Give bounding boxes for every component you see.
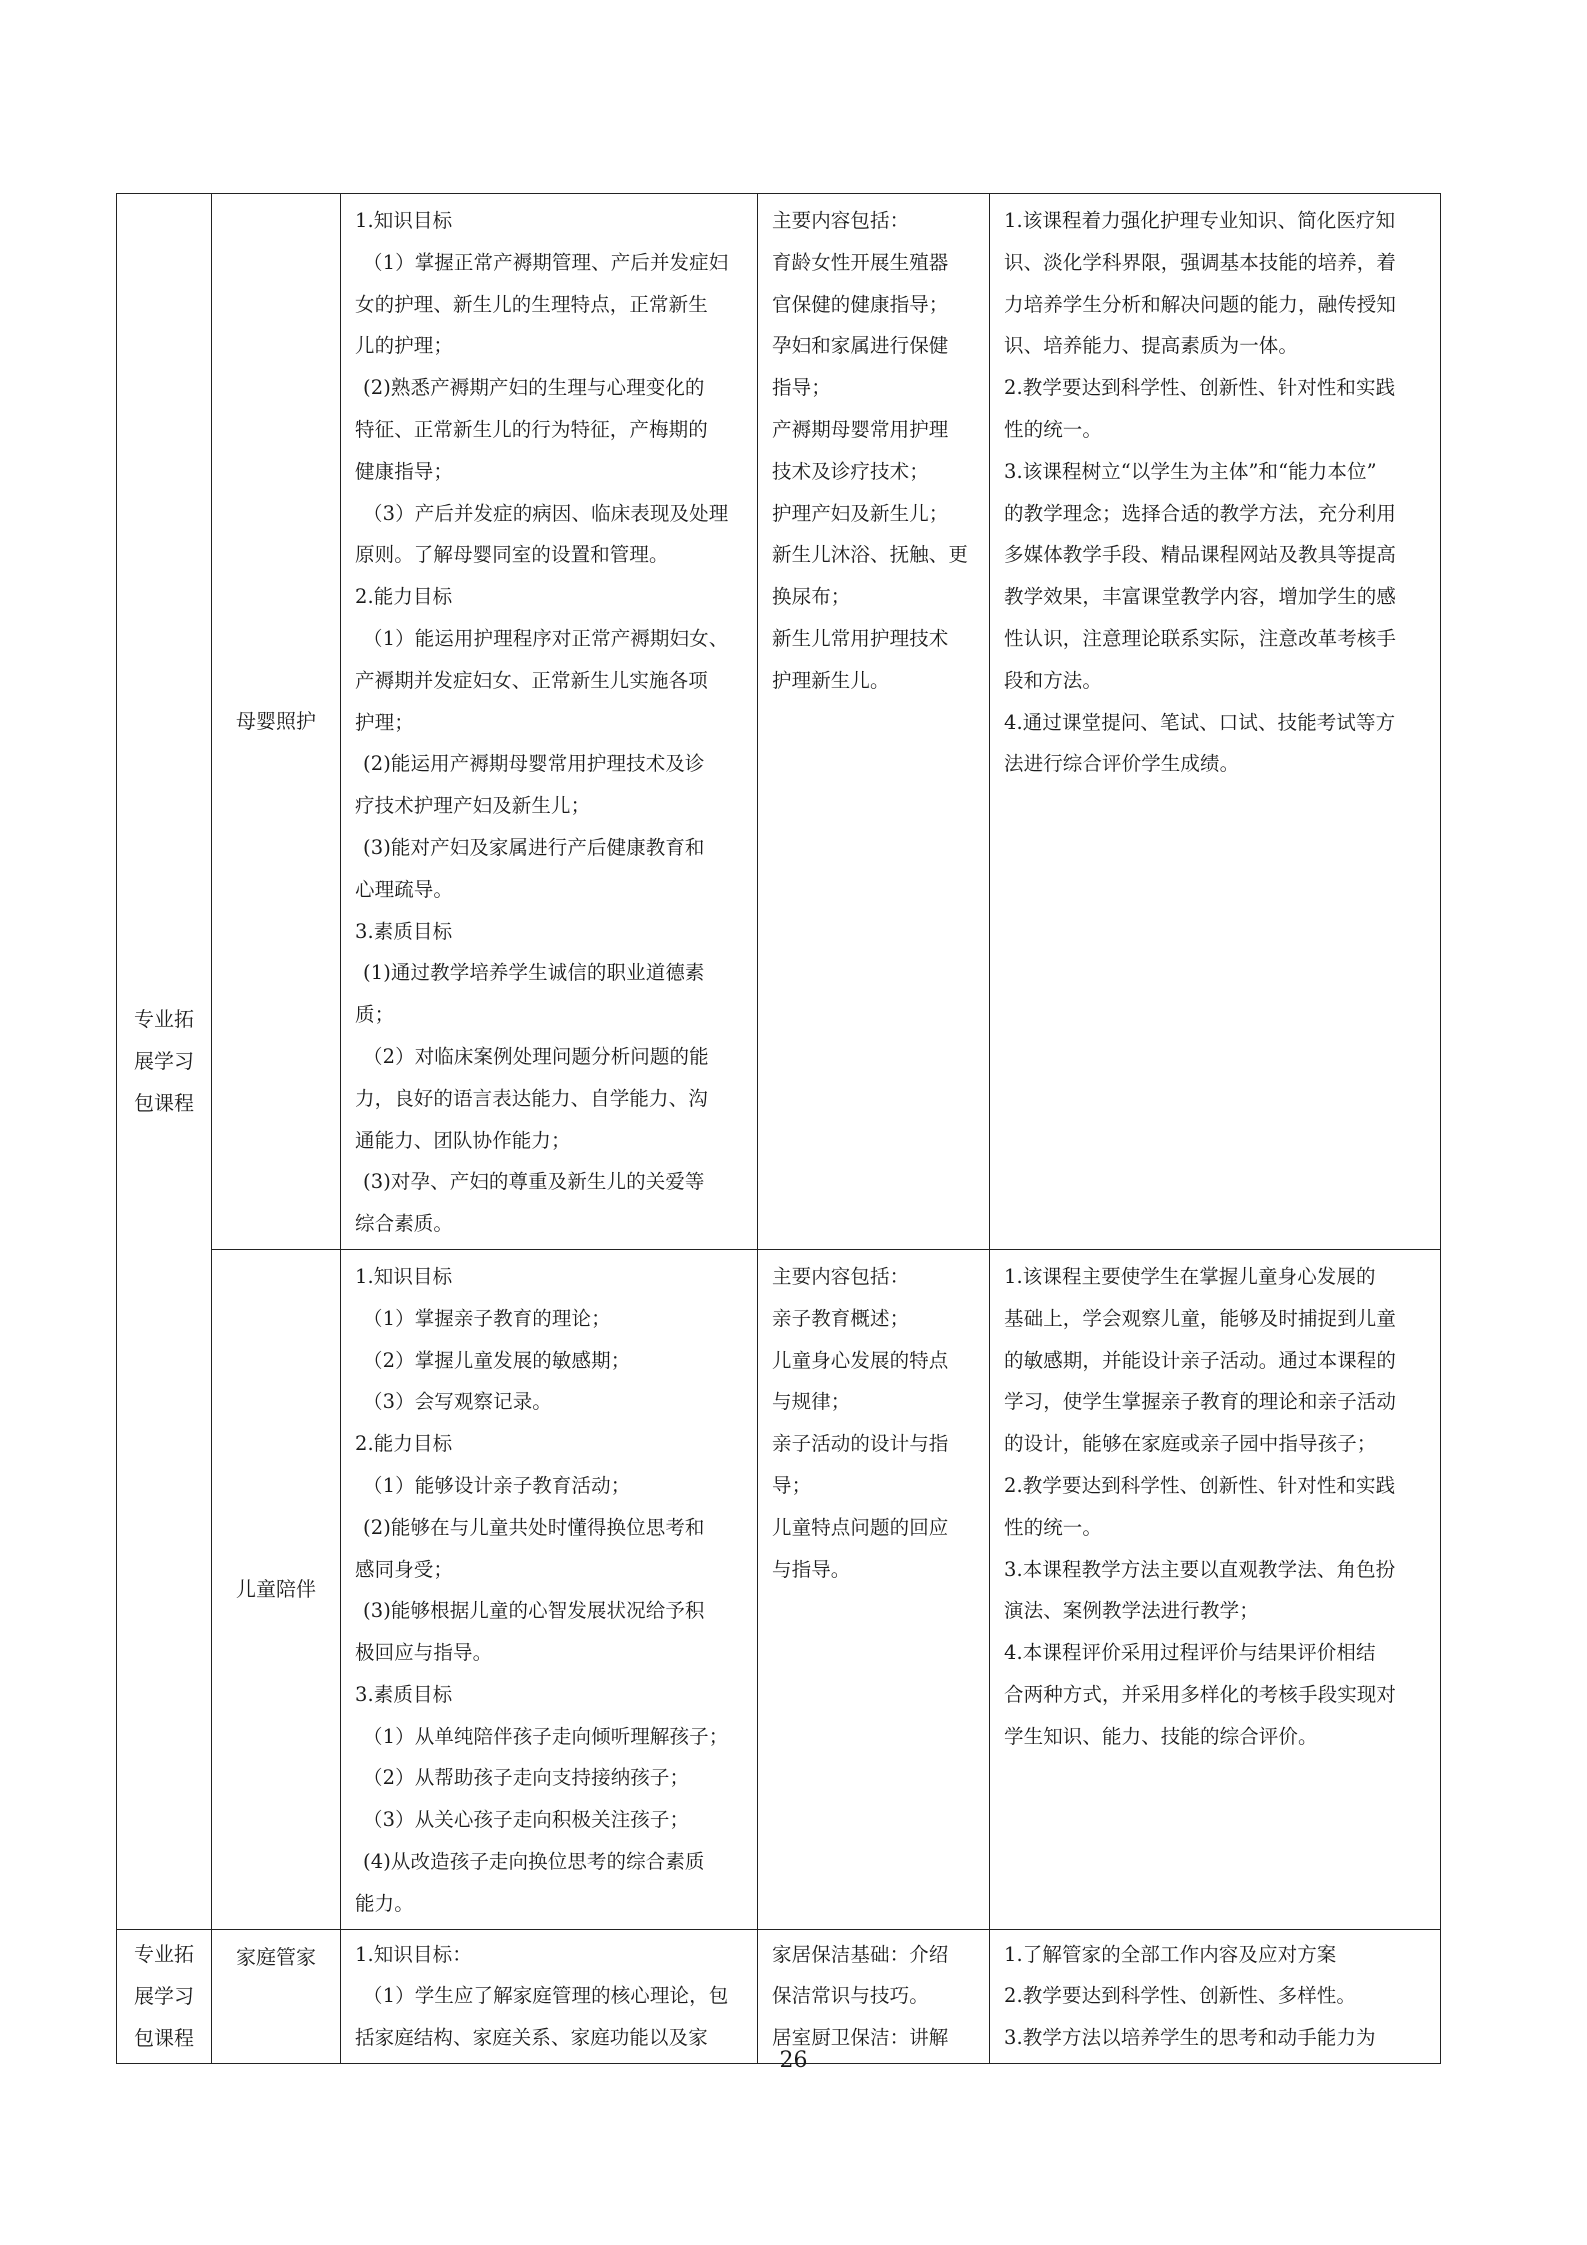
text-line: 原则。了解母婴同室的设置和管理。 (355, 543, 669, 567)
text-line: 2.教学要达到科学性、创新性、针对性和实践 (1004, 376, 1396, 400)
requirements-list (990, 1930, 1440, 2063)
text-line: 质； (355, 1003, 395, 1027)
content-list (758, 1250, 989, 1594)
text-line: 儿童身心发展的特点 (772, 1348, 949, 1372)
text-line: (3)能够根据儿童的心智发展状况给予积 (363, 1599, 705, 1623)
text-line: 产褥期母婴常用护理 (772, 417, 949, 441)
text-line: 合两种方式，并采用多样化的考核手段实现对 (1004, 1682, 1397, 1706)
text-line: 2.教学要达到科学性、创新性、针对性和实践 (1004, 1473, 1396, 1497)
text-line: 3.本课程教学方法主要以直观教学法、角色扮 (1004, 1557, 1396, 1581)
text-line: （2）从帮助孩子走向支持接纳孩子； (363, 1766, 690, 1790)
course-name: 母婴照护 (236, 709, 316, 734)
text-line: 与指导。 (772, 1557, 851, 1581)
text-line: 识、淡化学科界限，强调基本技能的培养，着 (1004, 250, 1397, 274)
text-line: 力，良好的语言表达能力、自学能力、沟 (355, 1086, 708, 1110)
text-line: （1）能运用护理程序对正常产褥期妇女、 (363, 626, 729, 650)
text-line: 1.该课程着力强化护理专业知识、简化医疗知 (1004, 209, 1396, 232)
text-line: 学生知识、能力、技能的综合评价。 (1004, 1724, 1318, 1748)
text-line: 家居保洁基础：介绍 (772, 1942, 949, 1966)
text-line: 疗技术护理产妇及新生儿； (355, 794, 591, 818)
text-line: （1）学生应了解家庭管理的核心理论，包 (363, 1984, 729, 2008)
text-line: （3）产后并发症的病因、临床表现及处理 (363, 501, 729, 525)
text-line: 技术及诊疗技术； (772, 459, 929, 483)
text-line: 1.知识目标 (355, 1264, 453, 1288)
text-line: 特征、正常新生儿的行为特征，产梅期的 (355, 417, 708, 441)
text-line: 演法、案例教学法进行教学； (1004, 1599, 1259, 1623)
text-line: 1.该课程主要使学生在掌握儿童身心发展的 (1004, 1264, 1376, 1288)
page-number: 26 (779, 2048, 808, 2073)
category-label: 专业拓 展学习 包课程 (134, 1942, 194, 2051)
text-line: 女的护理、新生儿的生理特点，正常新生 (355, 292, 708, 316)
text-line: 1.知识目标 (355, 209, 453, 232)
objectives-cell (341, 1929, 758, 2063)
requirements-cell (990, 1249, 1441, 1929)
text-line: 感同身受； (355, 1557, 454, 1581)
text-line: 极回应与指导。 (355, 1641, 493, 1665)
text-line: 性的统一。 (1004, 417, 1103, 441)
category-cell (117, 194, 212, 1930)
text-line: (2)熟悉产褥期产妇的生理与心理变化的 (363, 376, 705, 400)
objectives-list (341, 1930, 757, 2063)
category-label: 专业拓 展学习 包课程 (134, 1007, 194, 1116)
course-name-cell (212, 1929, 341, 2063)
text-line: 1.知识目标： (355, 1942, 472, 1966)
text-line: （2）掌握儿童发展的敏感期； (363, 1348, 631, 1372)
content-cell (758, 194, 990, 1250)
text-line: 学习，使学生掌握亲子教育的理论和亲子活动 (1004, 1390, 1397, 1414)
text-line: 护理产妇及新生儿； (772, 501, 949, 525)
text-line: 1.了解管家的全部工作内容及应对方案 (1004, 1942, 1337, 1966)
text-line: （3）会写观察记录。 (363, 1390, 552, 1414)
course-name-cell (212, 194, 341, 1250)
text-line: 换尿布； (772, 585, 851, 609)
text-line: 的教学理念；选择合适的教学方法，充分利用 (1004, 501, 1397, 525)
table-row (117, 194, 1441, 1250)
text-line: (1)通过教学培养学生诚信的职业道德素 (363, 961, 705, 985)
text-line: 与规律； (772, 1390, 851, 1414)
text-line: (3)对孕、产妇的尊重及新生儿的关爱等 (363, 1170, 705, 1194)
text-line: 括家庭结构、家庭关系、家庭功能以及家 (355, 2026, 708, 2050)
text-line: 4.通过课堂提问、笔试、口试、技能考试等方 (1004, 710, 1396, 734)
requirements-list (990, 194, 1440, 789)
text-line: 产褥期并发症妇女、正常新生儿实施各项 (355, 668, 708, 692)
text-line: 教学效果，丰富课堂教学内容，增加学生的感 (1004, 585, 1397, 609)
text-line: （2）对临床案例处理问题分析问题的能 (363, 1044, 709, 1068)
text-line: 育龄女性开展生殖器 (772, 250, 949, 274)
text-line: (2)能够在与儿童共处时懂得换位思考和 (363, 1515, 705, 1539)
text-line: 心理疏导。 (355, 877, 454, 901)
text-line: 性认识，注意理论联系实际，注意改革考核手 (1004, 626, 1397, 650)
text-line: （3）从关心孩子走向积极关注孩子； (363, 1808, 690, 1832)
table-row (117, 1929, 1441, 2063)
text-line: 多媒体教学手段、精品课程网站及教具等提高 (1004, 543, 1397, 567)
text-line: 保洁常识与技巧。 (772, 1984, 929, 2008)
text-line: 性的统一。 (1004, 1515, 1103, 1539)
text-line: 新生儿常用护理技术 (772, 626, 949, 650)
text-line: 儿的护理； (355, 334, 454, 358)
text-line: 护理新生儿。 (772, 668, 890, 692)
text-line: 识、培养能力、提高素质为一体。 (1004, 334, 1299, 358)
text-line: 2.能力目标 (355, 1432, 453, 1456)
text-line: 能力。 (355, 1891, 414, 1915)
objectives-list (341, 1250, 757, 1929)
text-line: (3)能对产妇及家属进行产后健康教育和 (363, 835, 705, 859)
text-line: 新生儿沐浴、抚触、更 (772, 543, 969, 567)
text-line: 健康指导； (355, 459, 454, 483)
text-line: 力培养学生分析和解决问题的能力，融传授知 (1004, 292, 1397, 316)
content-cell (758, 1929, 990, 2063)
text-line: 儿童特点问题的回应 (772, 1515, 949, 1539)
content-list (758, 194, 989, 706)
text-line: 亲子教育概述； (772, 1306, 910, 1330)
text-line: 的敏感期，并能设计亲子活动。通过本课程的 (1004, 1348, 1397, 1372)
text-line: 的设计，能够在家庭或亲子园中指导孩子； (1004, 1432, 1377, 1456)
objectives-cell (341, 1249, 758, 1929)
objectives-cell (341, 194, 758, 1250)
text-line: 3.教学方法以培养学生的思考和动手能力为 (1004, 2026, 1376, 2050)
table-row (117, 1249, 1441, 1929)
requirements-list (990, 1250, 1440, 1762)
text-line: 基础上，学会观察儿童，能够及时捕捉到儿童 (1004, 1306, 1397, 1330)
course-table (116, 193, 1441, 2064)
text-line: 主要内容包括： (772, 1264, 910, 1288)
text-line: 段和方法。 (1004, 668, 1103, 692)
text-line: 导； (772, 1473, 812, 1497)
text-line: 2.教学要达到科学性、创新性、多样性。 (1004, 1984, 1357, 2008)
requirements-cell (990, 194, 1441, 1250)
text-line: 亲子活动的设计与指 (772, 1432, 949, 1456)
text-line: （1）从单纯陪伴孩子走向倾听理解孩子； (363, 1724, 729, 1748)
requirements-cell (990, 1929, 1441, 2063)
text-line: （1）能够设计亲子教育活动； (363, 1473, 631, 1497)
text-line: 居室厨卫保洁：讲解 (772, 2026, 949, 2050)
category-cell (117, 1929, 212, 2063)
text-line: (2)能运用产褥期母婴常用护理技术及诊 (363, 752, 705, 776)
text-line: 2.能力目标 (355, 585, 453, 609)
text-line: 指导； (772, 376, 831, 400)
course-name: 家庭管家 (236, 1944, 316, 1969)
course-name-cell (212, 1249, 341, 1929)
text-line: 综合素质。 (355, 1212, 454, 1236)
course-name: 儿童陪伴 (236, 1577, 316, 1602)
text-line: 主要内容包括： (772, 209, 910, 232)
text-line: 3.该课程树立“以学生为主体”和“能力本位” (1004, 459, 1377, 483)
text-line: 3.素质目标 (355, 1682, 453, 1706)
text-line: 4.本课程评价采用过程评价与结果评价相结 (1004, 1641, 1376, 1665)
text-line: 通能力、团队协作能力； (355, 1128, 571, 1152)
text-line: 孕妇和家属进行保健 (772, 334, 949, 358)
text-line: （1）掌握正常产褥期管理、产后并发症妇 (363, 250, 729, 274)
text-line: 官保健的健康指导； (772, 292, 949, 316)
text-line: 护理； (355, 710, 414, 734)
text-line: (4)从改造孩子走向换位思考的综合素质 (363, 1850, 705, 1874)
text-line: （1）掌握亲子教育的理论； (363, 1306, 611, 1330)
text-line: 3.素质目标 (355, 919, 453, 943)
content-cell (758, 1249, 990, 1929)
text-line: 法进行综合评价学生成绩。 (1004, 752, 1240, 776)
objectives-list (341, 194, 757, 1249)
content-list (758, 1930, 989, 2063)
